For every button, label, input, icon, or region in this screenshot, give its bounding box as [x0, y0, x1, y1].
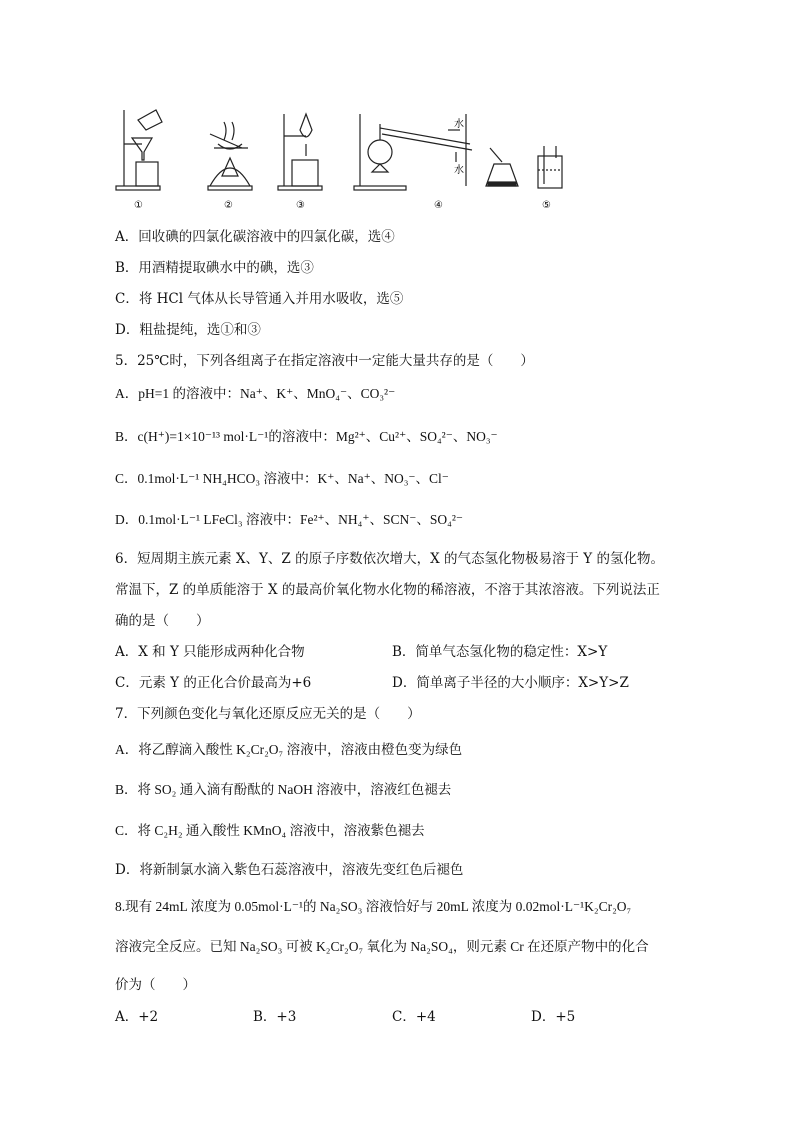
apparatus-1-filtration	[116, 110, 162, 190]
q8-stem-line-1: 8.现有 24mL 浓度为 0.05mol·L⁻¹的 Na₂SO₃ 溶液恰好与 20mL 浓度为 0.02mol·L⁻¹K₂Cr₂O₇	[115, 899, 632, 914]
q8-option-d: D．+5	[531, 1009, 576, 1025]
q6-option-c: C．元素 Y 的正化合价最高为+6	[115, 675, 312, 691]
q7-option-b: B．将 SO₂ 通入滴有酚酞的 NaOH 溶液中，溶液红色褪去	[115, 782, 452, 797]
apparatus-4-distillation	[354, 114, 518, 190]
q5-option-b: B．c(H⁺)=1×10⁻¹³ mol·L⁻¹的溶液中：Mg²⁺、Cu²⁺、SO₄²⁻、NO₃⁻	[115, 429, 498, 444]
q4-option-c: C．将 HCl 气体从长导管通入并用水吸收，选⑤	[115, 291, 404, 307]
q7-option-a: A．将乙醇滴入酸性 K₂Cr₂O₇ 溶液中，溶液由橙色变为绿色	[115, 742, 463, 757]
q4-option-d: D．粗盐提纯，选①和③	[115, 322, 261, 338]
q6-stem-line-3: 确的是（ ）	[115, 613, 210, 629]
q5-option-d: D．0.1mol·L⁻¹ LFeCl₃ 溶液中：Fe²⁺、NH₄⁺、SCN⁻、SO₄²⁻	[115, 512, 464, 527]
q4-option-b: B．用酒精提取碘水中的碘，选③	[115, 260, 314, 276]
q6-option-d: D．简单离子半径的大小顺序：X>Y>Z	[392, 675, 629, 691]
q8-option-b: B．+3	[253, 1009, 297, 1025]
label-5: ⑤	[542, 200, 551, 211]
water-out-label: 水	[454, 119, 464, 130]
q7-stem: 7．下列颜色变化与氧化还原反应无关的是（ ）	[115, 706, 421, 722]
label-4: ④	[434, 200, 443, 211]
label-2: ②	[224, 200, 233, 211]
label-1: ①	[134, 200, 143, 211]
apparatus-2-evaporation	[208, 122, 252, 190]
q6-stem-line-1: 6．短周期主族元素 X、Y、Z 的原子序数依次增大，X 的气态氢化物极易溶于 Y 的氢化物。	[115, 551, 664, 567]
q5-option-c: C．0.1mol·L⁻¹ NH₄HCO₃ 溶液中：K⁺、Na⁺、NO₃⁻、Cl⁻	[115, 471, 449, 486]
q7-option-c: C．将 C₂H₂ 通入酸性 KMnO₄ 溶液中，溶液紫色褪去	[115, 823, 425, 838]
q8-option-c: C．+4	[392, 1009, 436, 1025]
q7-option-d: D．将新制氯水滴入紫色石蕊溶液中，溶液先变红色后褪色	[115, 862, 464, 878]
q4-option-a: A．回收碘的四氯化碳溶液中的四氯化碳，选④	[115, 229, 395, 245]
q6-option-a: A．X 和 Y 只能形成两种化合物	[115, 644, 305, 660]
apparatus-figure	[110, 100, 570, 218]
apparatus-5-gas-bottle	[538, 146, 562, 188]
water-in-label: 水	[454, 165, 464, 176]
q8-stem-line-3: 价为（ ）	[115, 977, 196, 993]
q6-stem-line-2: 常温下，Z 的单质能溶于 X 的最高价氧化物水化物的稀溶液，不溶于其浓溶液。下列说法正	[115, 582, 660, 598]
apparatus-drawing	[110, 100, 570, 218]
q8-option-a: A．+2	[115, 1009, 159, 1025]
q5-stem: 5．25℃时，下列各组离子在指定溶液中一定能大量共存的是（ ）	[115, 353, 534, 369]
q5-option-a: A．pH=1 的溶液中：Na⁺、K⁺、MnO₄⁻、CO₃²⁻	[115, 386, 396, 401]
q6-option-b: B．简单气态氢化物的稳定性：X>Y	[392, 644, 608, 660]
label-3: ③	[296, 200, 305, 211]
q8-stem-line-2: 溶液完全反应。已知 Na₂SO₃ 可被 K₂Cr₂O₇ 氧化为 Na₂SO₄，则元素 Cr 在还原产物中的化合	[115, 939, 649, 954]
apparatus-3-separatory-funnel	[278, 114, 322, 190]
